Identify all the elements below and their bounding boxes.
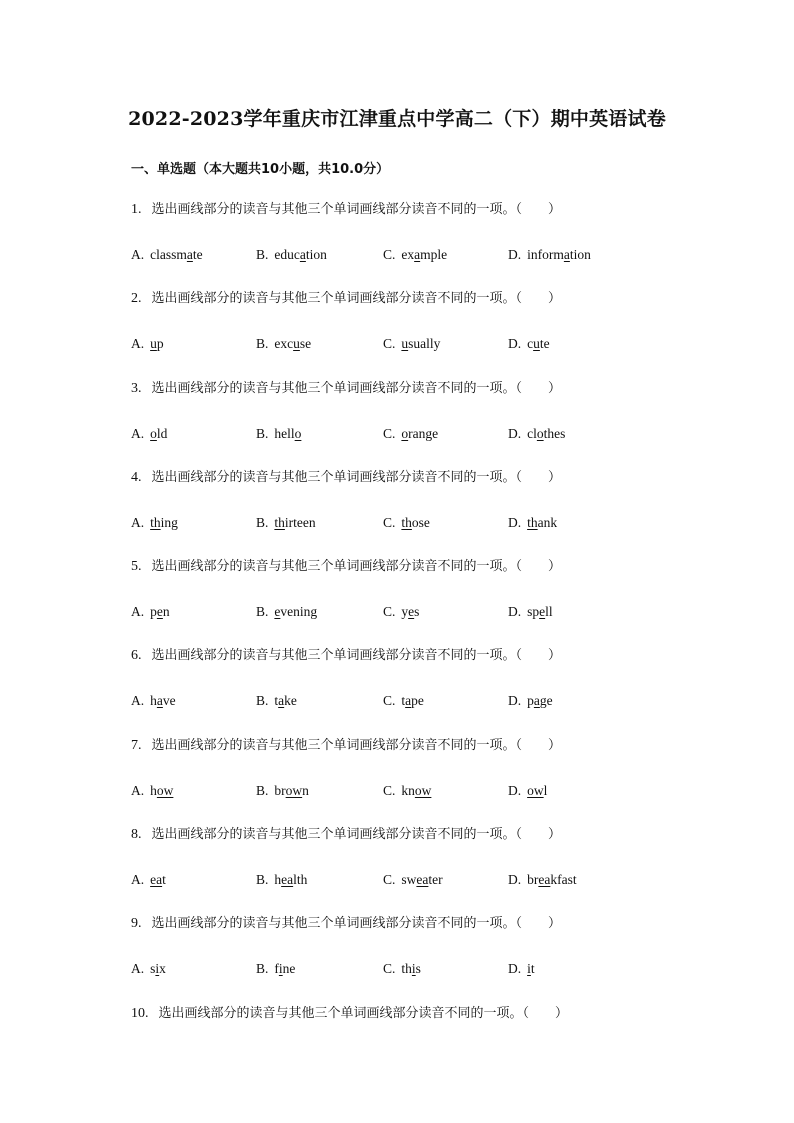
option-letter: A. xyxy=(131,693,145,709)
underlined-part: ow xyxy=(527,782,544,798)
word-suffix: range xyxy=(408,425,439,441)
question-stem xyxy=(131,557,561,577)
answer-option[interactable] xyxy=(508,959,535,979)
option-row xyxy=(131,513,691,533)
option-row xyxy=(131,334,691,354)
word-suffix: s xyxy=(415,961,421,977)
option-letter: B. xyxy=(256,961,269,977)
word-suffix: x xyxy=(159,961,166,977)
question-text: 选出画线部分的读音与其他三个单词画线部分读音不同的一项。（ ） xyxy=(151,559,562,575)
underlined-part: ow xyxy=(414,782,432,798)
question-text: 选出画线部分的读音与其他三个单词画线部分读音不同的一项。（ ） xyxy=(151,380,562,396)
word-prefix: c xyxy=(527,336,534,352)
underlined-part: ea xyxy=(281,872,294,888)
underlined-part: e xyxy=(156,604,163,620)
underlined-part: e xyxy=(274,604,281,620)
word-suffix: ge xyxy=(539,693,553,709)
answer-option[interactable] xyxy=(383,691,424,711)
answer-option[interactable] xyxy=(256,959,295,979)
word-suffix: te xyxy=(192,247,203,262)
question-number: 3. xyxy=(131,380,142,396)
option-letter: A. xyxy=(131,872,145,888)
word-prefix: exc xyxy=(274,336,294,352)
underlined-part: u xyxy=(293,336,300,352)
underlined-part: a xyxy=(156,693,163,709)
option-letter: D. xyxy=(508,872,522,888)
word-prefix: y xyxy=(401,604,409,620)
word-suffix: sually xyxy=(408,336,441,352)
section-heading: 一、单选题（本大题共10小题，共10.0分） xyxy=(131,162,390,177)
word-suffix: tion xyxy=(569,247,591,262)
answer-option[interactable] xyxy=(508,424,565,444)
question-item xyxy=(131,379,691,468)
word-prefix: th xyxy=(401,961,412,977)
option-letter: A. xyxy=(131,247,145,262)
answer-option[interactable] xyxy=(131,602,170,622)
answer-option[interactable] xyxy=(131,691,176,711)
answer-option[interactable] xyxy=(508,513,557,533)
word-prefix: p xyxy=(150,604,157,620)
answer-option[interactable] xyxy=(131,959,166,979)
word-suffix: l xyxy=(543,782,548,798)
word-prefix: cl xyxy=(527,425,537,441)
word-prefix: f xyxy=(274,961,279,977)
word-suffix: vening xyxy=(280,604,318,620)
underlined-part: ow xyxy=(156,782,174,798)
option-letter: C. xyxy=(383,961,396,977)
question-stem xyxy=(131,736,561,756)
question-item xyxy=(131,289,691,378)
option-letter: C. xyxy=(383,782,396,798)
word-prefix: hell xyxy=(274,425,295,441)
underlined-part: a xyxy=(414,247,421,262)
option-letter: A. xyxy=(131,961,145,977)
word-prefix: t xyxy=(274,693,279,709)
word-suffix: ld xyxy=(156,425,168,441)
underlined-part: a xyxy=(405,693,412,709)
word-suffix: te xyxy=(539,336,550,352)
underlined-part: u xyxy=(150,336,157,352)
option-letter: D. xyxy=(508,336,522,352)
word-suffix: s xyxy=(414,604,420,620)
question-number: 6. xyxy=(131,648,142,664)
question-number: 1. xyxy=(131,202,142,217)
option-row xyxy=(131,424,691,444)
question-text: 选出画线部分的读音与其他三个单词画线部分读音不同的一项。（ ） xyxy=(151,648,562,664)
underlined-part: o xyxy=(401,425,409,441)
answer-option[interactable] xyxy=(508,334,550,354)
question-stem xyxy=(131,289,561,309)
underlined-part: ea xyxy=(416,872,429,888)
underlined-part: ea xyxy=(150,872,163,888)
answer-option[interactable] xyxy=(256,424,301,444)
question-text: 选出画线部分的读音与其他三个单词画线部分读音不同的一项。（ ） xyxy=(151,469,562,485)
underlined-part: a xyxy=(278,693,285,709)
question-text: 选出画线部分的读音与其他三个单词画线部分读音不同的一项。（ ） xyxy=(158,1005,569,1021)
question-number: 9. xyxy=(131,916,142,932)
word-suffix: ing xyxy=(160,514,178,530)
answer-option[interactable] xyxy=(383,602,419,622)
option-letter: D. xyxy=(508,247,522,262)
option-row xyxy=(131,781,691,801)
underlined-part: th xyxy=(274,514,285,530)
question-text: 选出画线部分的读音与其他三个单词画线部分读音不同的一项。（ ） xyxy=(151,291,562,307)
word-prefix: classm xyxy=(150,247,187,262)
answer-option[interactable] xyxy=(383,870,443,890)
underlined-part: th xyxy=(401,514,412,530)
option-row xyxy=(131,870,691,890)
underlined-part: ea xyxy=(538,872,551,888)
answer-option[interactable] xyxy=(256,691,297,711)
underlined-part: i xyxy=(155,961,160,977)
underlined-part: u xyxy=(533,336,540,352)
page-title: 2022-2023学年重庆市江津重点中学高二（下）期中英语试卷 xyxy=(128,108,666,130)
word-suffix: n xyxy=(302,782,309,798)
question-item xyxy=(131,914,691,1003)
underlined-part: i xyxy=(411,961,416,977)
option-letter: B. xyxy=(256,782,269,798)
question-text: 选出画线部分的读音与其他三个单词画线部分读音不同的一项。（ ） xyxy=(151,827,562,843)
underlined-part: a xyxy=(563,247,570,262)
option-row xyxy=(131,602,691,622)
answer-option[interactable] xyxy=(131,424,167,444)
question-list xyxy=(131,200,691,1093)
answer-option[interactable] xyxy=(256,513,316,533)
word-suffix: lth xyxy=(293,872,308,888)
option-letter: D. xyxy=(508,693,522,709)
word-suffix: mple xyxy=(420,247,448,262)
answer-option[interactable] xyxy=(508,245,591,265)
answer-option[interactable] xyxy=(131,245,203,265)
word-suffix: p xyxy=(156,336,164,352)
option-letter: C. xyxy=(383,425,396,441)
word-suffix: t xyxy=(162,872,166,888)
question-item xyxy=(131,200,691,289)
question-stem xyxy=(131,914,561,934)
answer-option[interactable] xyxy=(131,513,178,533)
answer-option[interactable] xyxy=(508,602,553,622)
word-suffix: ll xyxy=(545,604,553,620)
word-suffix: n xyxy=(162,604,170,620)
question-text: 选出画线部分的读音与其他三个单词画线部分读音不同的一项。（ ） xyxy=(151,737,562,753)
word-suffix: ne xyxy=(282,961,296,977)
option-letter: A. xyxy=(131,425,145,441)
question-stem xyxy=(131,1004,568,1024)
option-letter: D. xyxy=(508,782,522,798)
word-prefix: br xyxy=(527,872,539,888)
word-suffix: tion xyxy=(305,247,327,262)
option-row xyxy=(131,691,691,711)
option-row xyxy=(131,245,691,265)
answer-option[interactable] xyxy=(383,245,447,265)
answer-option[interactable] xyxy=(256,870,307,890)
question-stem xyxy=(131,646,561,666)
answer-option[interactable] xyxy=(256,245,327,265)
option-letter: B. xyxy=(256,872,269,888)
question-item xyxy=(131,468,691,557)
word-prefix: h xyxy=(150,693,157,709)
question-stem xyxy=(131,379,561,399)
question-item xyxy=(131,825,691,914)
answer-option[interactable] xyxy=(508,870,577,890)
option-letter: A. xyxy=(131,514,145,530)
answer-option[interactable] xyxy=(383,781,431,801)
option-letter: C. xyxy=(383,693,396,709)
option-letter: C. xyxy=(383,247,396,262)
word-suffix: pe xyxy=(411,693,424,709)
word-prefix: h xyxy=(274,872,282,888)
option-letter: A. xyxy=(131,782,145,798)
underlined-part: a xyxy=(533,693,540,709)
underlined-part: i xyxy=(278,961,283,977)
word-prefix: inform xyxy=(527,247,564,262)
word-prefix: p xyxy=(527,693,534,709)
word-suffix: ter xyxy=(428,872,443,888)
answer-option[interactable] xyxy=(131,870,166,890)
underlined-part: o xyxy=(536,425,544,441)
underlined-part: a xyxy=(186,247,193,262)
question-number: 5. xyxy=(131,559,142,575)
option-letter: C. xyxy=(383,872,396,888)
question-stem xyxy=(131,468,561,488)
word-prefix: sp xyxy=(527,604,540,620)
underlined-part: ow xyxy=(285,782,303,798)
word-prefix: sw xyxy=(401,872,417,888)
answer-option[interactable] xyxy=(256,334,311,354)
question-item xyxy=(131,557,691,646)
word-suffix: irteen xyxy=(284,514,316,530)
underlined-part: a xyxy=(299,247,306,262)
option-letter: D. xyxy=(508,514,522,530)
word-prefix: s xyxy=(150,961,156,977)
option-letter: B. xyxy=(256,247,269,262)
word-suffix: ve xyxy=(162,693,176,709)
word-prefix: br xyxy=(274,782,286,798)
word-suffix: se xyxy=(299,336,312,352)
underlined-part: o xyxy=(294,425,302,441)
option-letter: D. xyxy=(508,961,522,977)
word-prefix: t xyxy=(401,693,406,709)
option-letter: B. xyxy=(256,604,269,620)
answer-option[interactable] xyxy=(131,334,164,354)
answer-option[interactable] xyxy=(383,959,421,979)
question-item xyxy=(131,646,691,735)
answer-option[interactable] xyxy=(383,513,430,533)
question-number: 10. xyxy=(131,1005,149,1021)
question-number: 7. xyxy=(131,737,142,753)
word-suffix: ose xyxy=(411,514,430,530)
word-suffix: kfast xyxy=(550,872,577,888)
option-letter: B. xyxy=(256,693,269,709)
option-letter: C. xyxy=(383,514,396,530)
underlined-part: e xyxy=(539,604,546,620)
question-stem xyxy=(131,200,561,220)
question-item xyxy=(131,736,691,825)
answer-option[interactable] xyxy=(508,691,553,711)
question-text: 选出画线部分的读音与其他三个单词画线部分读音不同的一项。（ ） xyxy=(151,202,562,217)
option-letter: C. xyxy=(383,336,396,352)
answer-option[interactable] xyxy=(508,781,547,801)
option-letter: C. xyxy=(383,604,396,620)
question-item xyxy=(131,1004,691,1093)
option-letter: B. xyxy=(256,425,269,441)
word-prefix: h xyxy=(150,782,157,798)
word-prefix: educ xyxy=(274,247,300,262)
question-number: 8. xyxy=(131,827,142,843)
answer-option[interactable] xyxy=(383,334,440,354)
word-suffix: t xyxy=(530,961,535,977)
question-stem xyxy=(131,825,561,845)
word-suffix: thes xyxy=(543,425,566,441)
word-suffix: ank xyxy=(537,514,558,530)
word-prefix: ex xyxy=(401,247,415,262)
option-letter: A. xyxy=(131,336,145,352)
underlined-part: th xyxy=(527,514,538,530)
option-letter: D. xyxy=(508,604,522,620)
answer-option[interactable] xyxy=(256,602,317,622)
underlined-part: i xyxy=(527,961,531,977)
option-letter: B. xyxy=(256,514,269,530)
word-suffix: ke xyxy=(284,693,297,709)
option-letter: B. xyxy=(256,336,269,352)
question-number: 4. xyxy=(131,469,142,485)
option-letter: D. xyxy=(508,425,522,441)
underlined-part: o xyxy=(150,425,157,441)
answer-option[interactable] xyxy=(131,781,173,801)
underlined-part: th xyxy=(150,514,161,530)
answer-option[interactable] xyxy=(256,781,309,801)
question-number: 2. xyxy=(131,291,142,307)
word-prefix: kn xyxy=(401,782,415,798)
answer-option[interactable] xyxy=(383,424,438,444)
underlined-part: u xyxy=(401,336,409,352)
option-letter: A. xyxy=(131,604,145,620)
question-text: 选出画线部分的读音与其他三个单词画线部分读音不同的一项。（ ） xyxy=(151,916,562,932)
option-row xyxy=(131,959,691,979)
underlined-part: e xyxy=(408,604,415,620)
